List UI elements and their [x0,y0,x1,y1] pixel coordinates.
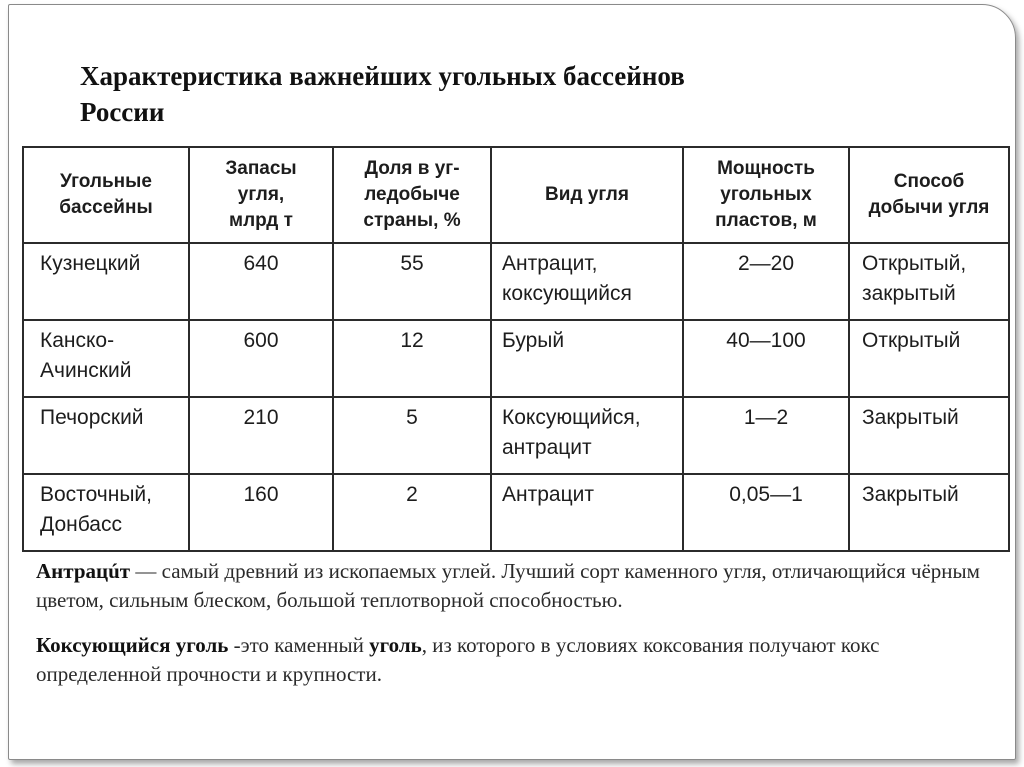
table-row [23,397,1009,474]
cell-reserves: 210 [189,397,333,474]
coking-coal-definition [36,631,1006,689]
coking-coal-term: Коксующийся уголь [36,633,229,657]
header-reserves: Запасы угля, млрд т [189,147,333,243]
cell-reserves: 600 [189,320,333,397]
coal-term: уголь [369,633,422,657]
anthracite-term: Антрацúт [36,559,131,583]
cell-basin: Восточный, Донбасс [23,474,189,551]
coking-coal-text-1: -это каменный [228,633,370,657]
table-row [23,474,1009,551]
cell-mining-method: Закрытый [849,397,1009,474]
cell-reserves: 640 [189,243,333,320]
cell-share: 55 [333,243,491,320]
cell-basin: Канско- Ачинский [23,320,189,397]
cell-seam-thickness: 2—20 [683,243,849,320]
cell-seam-thickness: 40—100 [683,320,849,397]
table-header-row [23,147,1009,243]
slide-title [80,58,960,130]
cell-mining-method: Открытый, закрытый [849,243,1009,320]
table-row [23,243,1009,320]
header-seam-thickness: Мощность угольных пластов, м [683,147,849,243]
anthracite-definition [36,557,1006,615]
title-line-2: России [80,97,165,127]
cell-seam-thickness: 0,05—1 [683,474,849,551]
header-basins: Угольные бассейны [23,147,189,243]
cell-reserves: 160 [189,474,333,551]
coal-basins-table [22,146,1010,552]
table-row [23,320,1009,397]
cell-share: 5 [333,397,491,474]
cell-basin: Печорский [23,397,189,474]
header-mining-method: Способ добычи угля [849,147,1009,243]
anthracite-text: — самый древний из ископаемых углей. Лучший сорт каменного угля, отличающийся чёрным цветом, сильным блеском, большой теплотворной способностью. [36,559,980,612]
cell-coal-type: Антрацит, коксующийся [491,243,683,320]
title-line-1: Характеристика важнейших угольных бассейнов [80,61,685,91]
cell-mining-method: Открытый [849,320,1009,397]
cell-coal-type: Антрацит [491,474,683,551]
cell-basin: Кузнецкий [23,243,189,320]
cell-share: 12 [333,320,491,397]
header-share: Доля в уг- ледобыче страны, % [333,147,491,243]
cell-coal-type: Бурый [491,320,683,397]
cell-share: 2 [333,474,491,551]
cell-seam-thickness: 1—2 [683,397,849,474]
cell-mining-method: Закрытый [849,474,1009,551]
cell-coal-type: Коксующийся, антрацит [491,397,683,474]
header-coal-type: Вид угля [491,147,683,243]
coking-coal-text-2: , из которого в условиях коксования получают кокс определенной прочности и крупности. [36,633,880,686]
